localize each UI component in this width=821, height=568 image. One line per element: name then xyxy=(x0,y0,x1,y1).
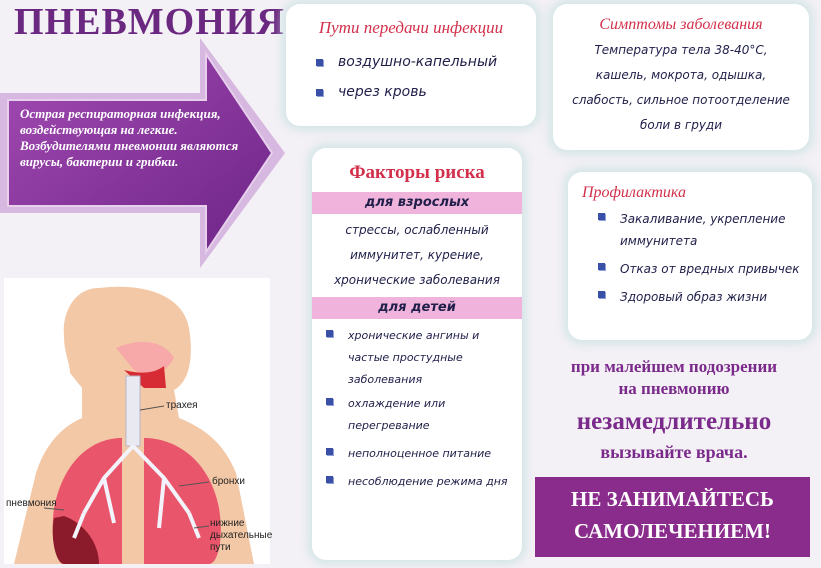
prevention-item: Закаливание, укрепление иммунитета xyxy=(598,208,804,252)
children-label: для детей xyxy=(312,297,522,319)
lower-airways-label xyxy=(210,518,272,554)
trachea-label: трахея xyxy=(166,400,198,411)
warning-line: вызывайте врача. xyxy=(600,442,748,462)
adults-text xyxy=(312,218,522,293)
risk-title: Факторы риска xyxy=(349,162,485,183)
warning-emphasis: незамедлительно xyxy=(576,408,772,435)
symptoms-card xyxy=(553,4,809,150)
adults-label: для взрослых xyxy=(312,192,522,214)
prevention-card xyxy=(568,172,812,340)
anatomy-illustration xyxy=(4,278,273,564)
warning-block xyxy=(540,356,808,464)
prevention-item: Отказ от вредных привычек xyxy=(598,258,804,280)
symptoms-text xyxy=(553,38,809,138)
intro-text: Острая респираторная инфекция, воздействующая на легкие. Возбудителями пневмонии являются вирусы, бактерии и грибки. xyxy=(20,106,239,169)
symptoms-line: боли в груди xyxy=(639,118,723,132)
symptoms-title: Симптомы заболевания xyxy=(599,16,763,33)
children-list xyxy=(326,325,512,493)
bronchi-label: бронхи xyxy=(212,476,245,487)
lower-airways-line: нижние xyxy=(210,518,245,529)
risk-card xyxy=(312,148,522,560)
prevention-list xyxy=(598,208,804,308)
children-item: неполноценное питание xyxy=(326,443,512,465)
symptoms-line: слабость, сильное потоотделение xyxy=(572,93,790,107)
transmission-item: воздушно-капельный xyxy=(316,54,536,70)
pneumonia-label: пневмония xyxy=(6,498,57,509)
warning-line: при малейшем подозрении xyxy=(570,357,778,376)
symptoms-line: Температура тела 38-40°С, xyxy=(594,43,768,57)
banner-line: НЕ ЗАНИМАЙТЕСЬ xyxy=(571,487,774,511)
warning-line: на пневмонию xyxy=(618,379,730,398)
page-title: ПНЕВМОНИЯ xyxy=(14,1,285,43)
adults-line: иммунитет, курение, xyxy=(350,248,484,262)
children-item: хронические ангины и частые простудные заболевания xyxy=(326,325,512,391)
adults-line: хронические заболевания xyxy=(334,273,500,287)
symptoms-line: кашель, мокрота, одышка, xyxy=(595,68,767,82)
prevention-item: Здоровый образ жизни xyxy=(598,286,804,308)
transmission-card xyxy=(286,4,536,126)
adults-line: стрессы, ослабленный xyxy=(345,223,489,237)
banner-line: САМОЛЕЧЕНИЕМ! xyxy=(574,519,771,543)
lower-airways-line: пути xyxy=(210,542,231,553)
lower-airways-line: дыхательные xyxy=(210,530,273,541)
children-item: несоблюдение режима дня xyxy=(326,471,512,493)
self-treatment-banner xyxy=(535,477,810,557)
transmission-item: через кровь xyxy=(316,84,536,100)
children-item: охлаждение или перегревание xyxy=(326,393,512,437)
transmission-title: Пути передачи инфекции xyxy=(318,18,504,37)
prevention-title: Профилактика xyxy=(582,184,686,201)
